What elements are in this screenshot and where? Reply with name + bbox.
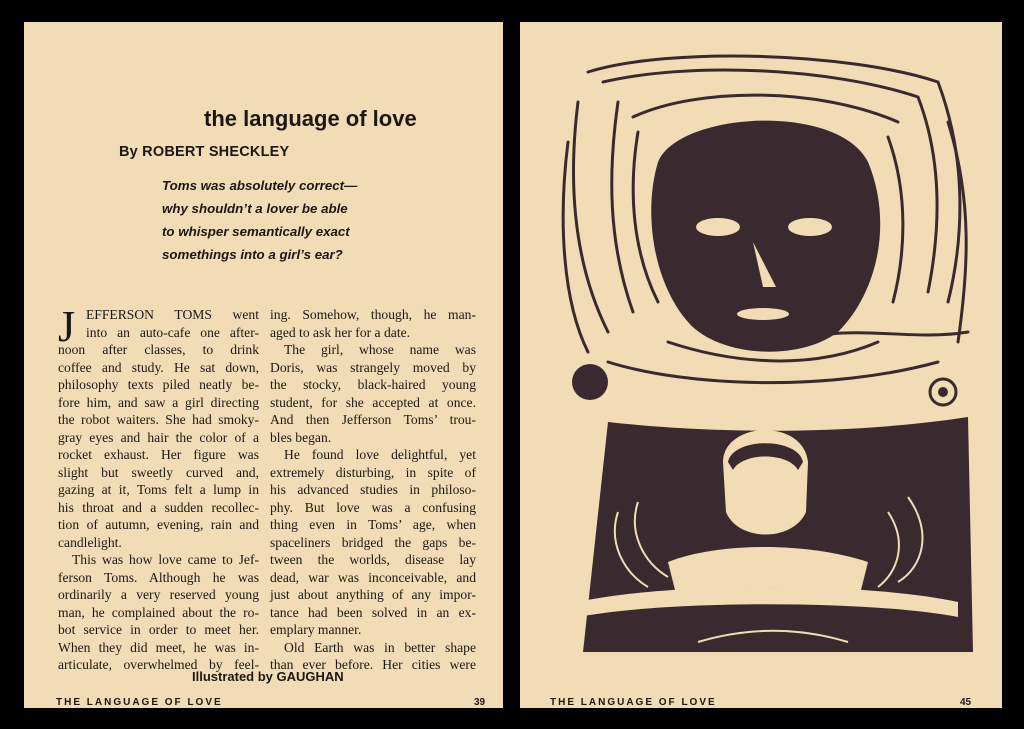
text-line: He found love delightful, yet (284, 447, 476, 462)
text-line: rocket exhaust. Her figure was (58, 447, 259, 462)
story-blurb (162, 174, 492, 266)
planet (572, 364, 608, 400)
page-number: 39 (474, 697, 486, 708)
text-line: This was how love came to Jef- (72, 552, 259, 567)
text-column-1 (58, 302, 259, 674)
text-line: his throat and a sudden recollec- (58, 499, 259, 515)
text-line: emplary manner. (270, 622, 362, 637)
text-line: into an auto-cafe one after- (86, 324, 259, 340)
text-line: bot service in order to meet her. (58, 622, 259, 637)
text-line: fore him, and saw a girl directing (58, 394, 259, 410)
text-line: phy. But love was a confusing (270, 499, 476, 515)
text-line: extremely disturbing, in spite of (270, 464, 476, 480)
blurb-line: to whisper semantically exact (162, 224, 350, 239)
text-line: noon after classes, to drink (58, 342, 259, 357)
text-line: Doris, was strangely moved by (270, 359, 476, 375)
text-line: spaceliners bridged the gaps be- (270, 534, 476, 550)
text-line: dead, war was inconceivable, and (270, 569, 476, 585)
text-column-2 (270, 306, 476, 674)
text-line: the robot waiters. She had smoky- (58, 412, 259, 427)
illustrator-credit: Illustrated by GAUGHAN (192, 669, 344, 684)
blurb-line: somethings into a girl’s ear? (162, 247, 343, 262)
left-page (24, 22, 503, 708)
text-line: tion of autumn, evening, rain and (58, 517, 259, 532)
text-line: ferson Toms. Although he was (58, 569, 259, 585)
byline: By ROBERT SHECKLEY (119, 144, 290, 160)
text-line: the stocky, black-haired young (270, 377, 476, 392)
running-footer: THE LANGUAGE OF LOVE (56, 697, 223, 708)
right-page (520, 22, 1002, 708)
text-line: aged to ask her for a date. (270, 324, 411, 340)
text-line: slight but sweetly curved and, (58, 464, 259, 480)
running-footer: THE LANGUAGE OF LOVE (550, 697, 717, 708)
text-line: articulate, overwhelmed by feel- (58, 657, 259, 672)
text-line: tween the worlds, disease lay (270, 552, 476, 567)
text-line: tance had been solved in an ex- (270, 604, 476, 620)
story-illustration (548, 42, 978, 672)
text-line: just about anything of any impor- (270, 587, 476, 602)
text-line: gazing at it, Toms felt a lump in (58, 482, 259, 497)
text-line: bles began. (270, 429, 332, 445)
drop-cap: J (58, 302, 76, 351)
text-line: his advanced studies in philoso- (270, 482, 476, 497)
blurb-line: Toms was absolutely correct— (162, 178, 358, 193)
text-line: ordinarily a very reserved young (58, 587, 259, 602)
text-line: The girl, whose name was (284, 342, 476, 357)
story-title: the language of love (204, 106, 417, 131)
text-line: student, for she accepted at once. (270, 394, 476, 410)
text-line: coffee and study. He sat down, (58, 359, 259, 375)
text-line: than ever before. Her cities were (270, 657, 476, 672)
text-line: Old Earth was in better shape (284, 639, 476, 655)
text-line: EFFERSON TOMS went (86, 307, 259, 322)
text-line: philosophy texts piled neatly be- (58, 377, 259, 392)
text-line: candlelight. (58, 534, 122, 550)
page-number: 45 (960, 697, 972, 708)
text-line: And then Jefferson Toms’ trou- (270, 412, 476, 427)
text-line: When they did meet, he was in- (58, 639, 259, 655)
text-line: ing. Somehow, though, he man- (270, 307, 476, 322)
blurb-line: why shouldn’t a lover be able (162, 201, 348, 216)
text-line: gray eyes and hair the color of a (58, 429, 259, 445)
text-line: thing even in Toms’ age, when (270, 517, 476, 532)
text-line: man, he complained about the ro- (58, 604, 259, 620)
